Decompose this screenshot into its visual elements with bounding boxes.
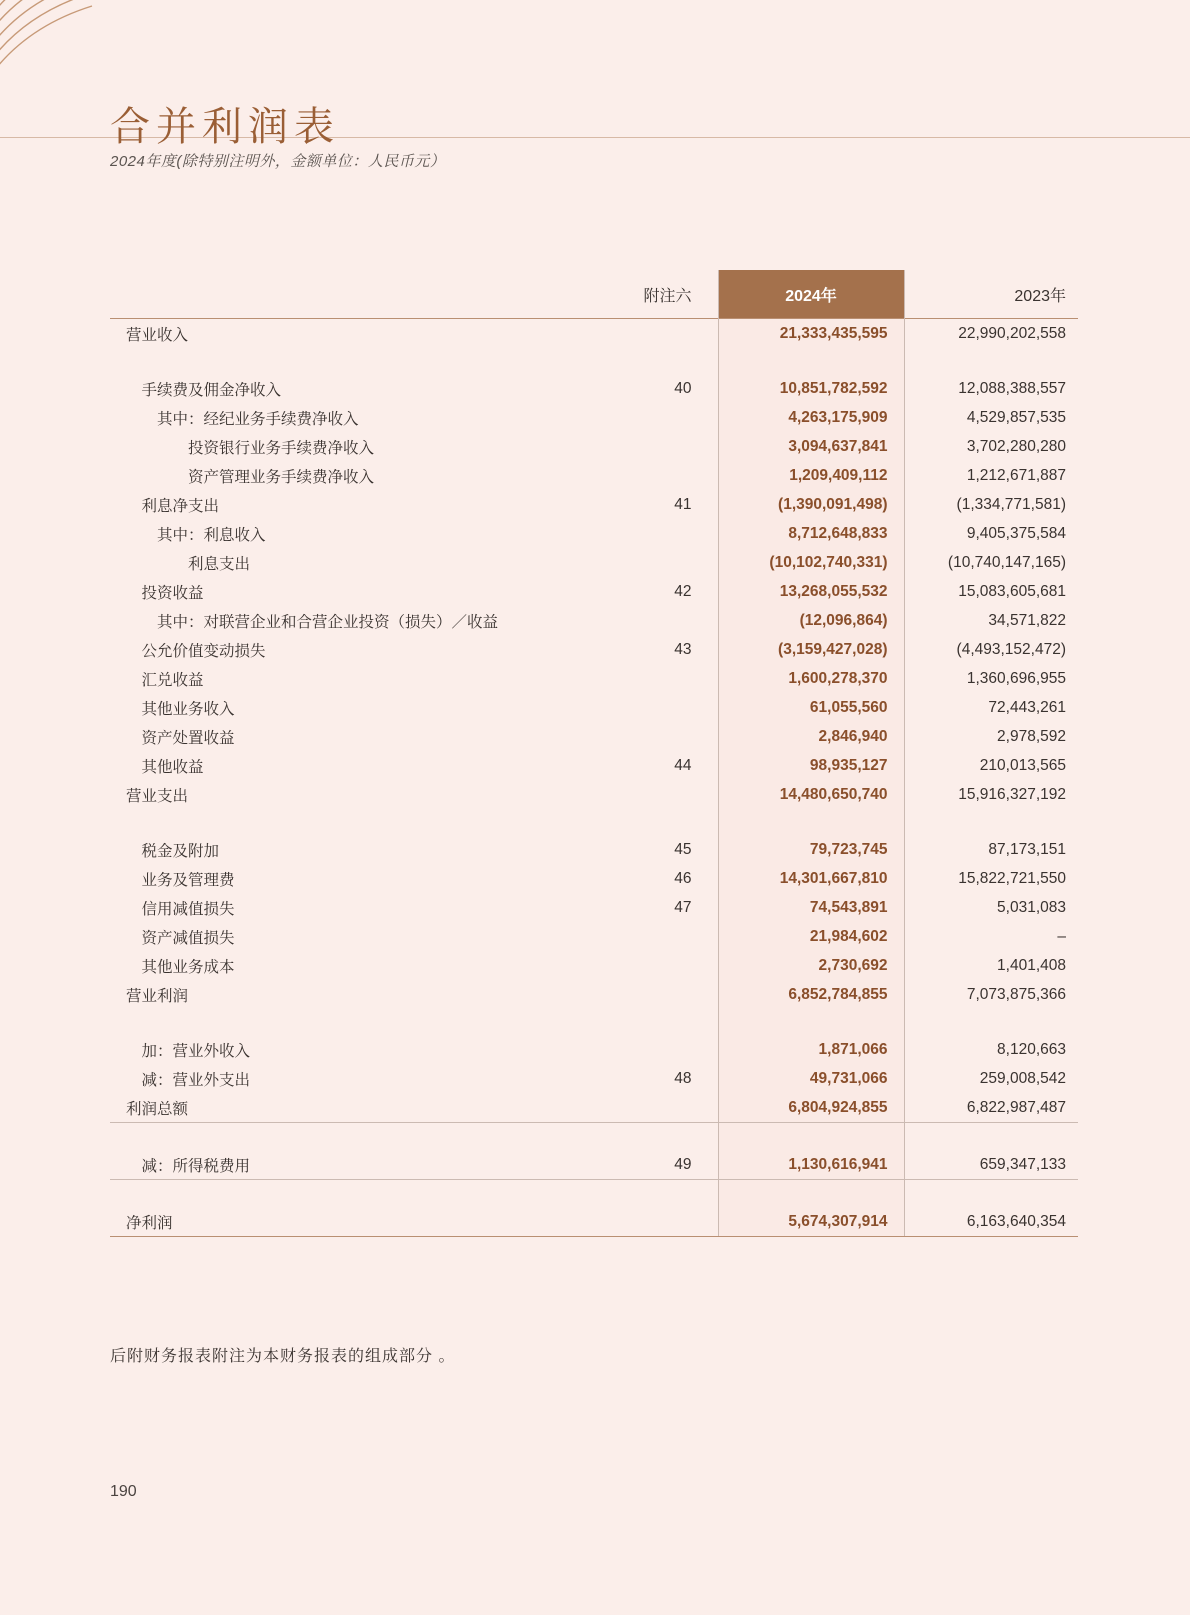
spacer-cell bbox=[630, 348, 718, 374]
row-label: 手续费及佣金净收入 bbox=[126, 381, 282, 399]
row-value-prior: (1,334,771,581) bbox=[956, 495, 1066, 513]
row-value-current: (10,102,740,331) bbox=[718, 548, 904, 577]
table-row bbox=[110, 893, 1078, 922]
row-label: 公允价值变动损失 bbox=[126, 642, 266, 660]
spacer-cell bbox=[718, 1009, 904, 1035]
row-value-prior: 6,163,640,354 bbox=[904, 1207, 1078, 1237]
row-label: 利息支出 bbox=[126, 555, 251, 573]
row-label: 其他收益 bbox=[126, 758, 204, 776]
row-label: 投资银行业务手续费净收入 bbox=[126, 439, 375, 457]
spacer-cell bbox=[110, 1009, 630, 1035]
row-value-prior: (10,740,147,165) bbox=[947, 553, 1066, 571]
row-label: 利息净支出 bbox=[126, 497, 220, 515]
row-note bbox=[630, 664, 718, 693]
row-value-current: 1,130,616,941 bbox=[718, 1150, 904, 1180]
row-note: 45 bbox=[674, 840, 692, 858]
row-value-prior: 34,571,822 bbox=[988, 611, 1066, 629]
row-note: 46 bbox=[674, 869, 692, 887]
row-label: 减：营业外支出 bbox=[126, 1071, 251, 1089]
table-spacer-row bbox=[110, 1124, 1078, 1150]
row-value-prior: 7,073,875,366 bbox=[966, 985, 1066, 1003]
row-label: 其他业务成本 bbox=[126, 958, 235, 976]
table-row bbox=[110, 1207, 1078, 1237]
spacer-cell bbox=[904, 1009, 1078, 1035]
row-note bbox=[630, 319, 718, 349]
row-value-current: 21,333,435,595 bbox=[718, 319, 904, 349]
table-row bbox=[110, 722, 1078, 751]
table-row bbox=[110, 951, 1078, 980]
row-value-prior: – bbox=[1057, 927, 1066, 945]
row-label: 信用减值损失 bbox=[126, 900, 235, 918]
row-value-current: 10,851,782,592 bbox=[718, 374, 904, 403]
row-note bbox=[630, 519, 718, 548]
row-note: 44 bbox=[674, 756, 692, 774]
table-row bbox=[110, 403, 1078, 432]
row-label: 投资收益 bbox=[126, 584, 204, 602]
row-value-prior: 15,916,327,192 bbox=[958, 785, 1066, 803]
table-row bbox=[110, 980, 1078, 1009]
header-year-current-cell: 2024年 bbox=[718, 270, 904, 319]
row-label: 其中：利息收入 bbox=[126, 526, 266, 544]
row-note bbox=[630, 461, 718, 490]
spacer-cell bbox=[110, 1124, 630, 1150]
row-value-current: 14,301,667,810 bbox=[718, 864, 904, 893]
table-spacer-row bbox=[110, 809, 1078, 835]
row-value-current: (12,096,864) bbox=[718, 606, 904, 635]
row-note: 47 bbox=[674, 898, 692, 916]
row-label: 税金及附加 bbox=[126, 842, 220, 860]
row-note: 43 bbox=[674, 640, 692, 658]
spacer-cell bbox=[630, 1181, 718, 1207]
row-label: 加：营业外收入 bbox=[126, 1042, 251, 1060]
spacer-cell bbox=[904, 809, 1078, 835]
row-note: 42 bbox=[674, 582, 692, 600]
row-value-current: 1,600,278,370 bbox=[718, 664, 904, 693]
row-label: 其中：经纪业务手续费净收入 bbox=[126, 410, 359, 428]
row-note bbox=[630, 403, 718, 432]
row-value-prior: 12,088,388,557 bbox=[958, 379, 1066, 397]
row-note bbox=[630, 606, 718, 635]
row-note bbox=[630, 693, 718, 722]
table-row bbox=[110, 519, 1078, 548]
spacer-cell bbox=[110, 809, 630, 835]
row-value-current: (3,159,427,028) bbox=[718, 635, 904, 664]
table-row bbox=[110, 1035, 1078, 1064]
row-value-prior: 3,702,280,280 bbox=[966, 437, 1066, 455]
row-value-current: 21,984,602 bbox=[718, 922, 904, 951]
row-note bbox=[630, 922, 718, 951]
row-value-prior: 1,401,408 bbox=[997, 956, 1066, 974]
row-note: 40 bbox=[674, 379, 692, 397]
row-value-prior: 259,008,542 bbox=[979, 1069, 1066, 1087]
row-note bbox=[630, 1093, 718, 1123]
spacer-cell bbox=[630, 1009, 718, 1035]
table-spacer-row bbox=[110, 348, 1078, 374]
spacer-cell bbox=[904, 1181, 1078, 1207]
row-value-prior: 2,978,592 bbox=[997, 727, 1066, 745]
table-row bbox=[110, 1093, 1078, 1123]
row-value-prior: 1,360,696,955 bbox=[966, 669, 1066, 687]
table-row bbox=[110, 606, 1078, 635]
row-value-current: (1,390,091,498) bbox=[718, 490, 904, 519]
spacer-cell bbox=[718, 809, 904, 835]
row-value-prior: 1,212,671,887 bbox=[966, 466, 1066, 484]
row-label: 其他业务收入 bbox=[126, 700, 235, 718]
spacer-cell bbox=[718, 1181, 904, 1207]
table-row bbox=[110, 864, 1078, 893]
row-label: 业务及管理费 bbox=[126, 871, 235, 889]
row-value-prior: 22,990,202,558 bbox=[904, 319, 1078, 349]
row-value-current: 6,804,924,855 bbox=[718, 1093, 904, 1123]
page-subtitle: 2024年度(除特别注明外，金额单位：人民币元） bbox=[110, 153, 446, 170]
row-note: 41 bbox=[674, 495, 692, 513]
table-row bbox=[110, 577, 1078, 606]
row-value-prior: 72,443,261 bbox=[988, 698, 1066, 716]
table-spacer-row bbox=[110, 1009, 1078, 1035]
page-number: 190 bbox=[110, 1483, 137, 1500]
row-value-current: 14,480,650,740 bbox=[718, 780, 904, 809]
table-row bbox=[110, 548, 1078, 577]
row-value-current: 74,543,891 bbox=[718, 893, 904, 922]
spacer-cell bbox=[110, 1181, 630, 1207]
spacer-cell bbox=[630, 809, 718, 835]
row-label: 资产处置收益 bbox=[126, 729, 235, 747]
table-row bbox=[110, 432, 1078, 461]
row-value-prior: 5,031,083 bbox=[997, 898, 1066, 916]
header-note-cell: 附注六 bbox=[643, 287, 692, 305]
row-value-current: 61,055,560 bbox=[718, 693, 904, 722]
row-value-current: 2,730,692 bbox=[718, 951, 904, 980]
row-label: 营业支出 bbox=[126, 787, 189, 805]
row-value-current: 3,094,637,841 bbox=[718, 432, 904, 461]
row-value-current: 49,731,066 bbox=[718, 1064, 904, 1093]
row-note bbox=[630, 432, 718, 461]
table-row bbox=[110, 1150, 1078, 1180]
row-label: 利润总额 bbox=[126, 1100, 189, 1118]
row-label: 资产管理业务手续费净收入 bbox=[126, 468, 375, 486]
row-label: 营业收入 bbox=[110, 319, 630, 349]
row-value-current: 5,674,307,914 bbox=[718, 1207, 904, 1237]
table-header-row bbox=[110, 270, 1078, 319]
table-spacer-row bbox=[110, 1181, 1078, 1207]
row-value-prior: 6,822,987,487 bbox=[966, 1098, 1066, 1116]
row-value-current: 98,935,127 bbox=[718, 751, 904, 780]
row-value-prior: 9,405,375,584 bbox=[966, 524, 1066, 542]
table-row bbox=[110, 374, 1078, 403]
row-label: 其中：对联营企业和合营企业投资（损失）／收益 bbox=[126, 613, 499, 631]
table-row bbox=[110, 635, 1078, 664]
header-label-cell bbox=[110, 270, 630, 319]
spacer-cell bbox=[718, 1124, 904, 1150]
table-row bbox=[110, 835, 1078, 864]
row-note bbox=[630, 722, 718, 751]
table-row bbox=[110, 490, 1078, 519]
row-value-current: 2,846,940 bbox=[718, 722, 904, 751]
row-label: 净利润 bbox=[110, 1207, 630, 1237]
spacer-cell bbox=[718, 348, 904, 374]
table-row bbox=[110, 1064, 1078, 1093]
spacer-cell bbox=[904, 348, 1078, 374]
row-value-current: 1,209,409,112 bbox=[718, 461, 904, 490]
row-value-current: 4,263,175,909 bbox=[718, 403, 904, 432]
row-note bbox=[630, 1207, 718, 1237]
row-value-current: 6,852,784,855 bbox=[718, 980, 904, 1009]
spacer-cell bbox=[630, 1124, 718, 1150]
row-value-prior: 8,120,663 bbox=[997, 1040, 1066, 1058]
row-value-current: 8,712,648,833 bbox=[718, 519, 904, 548]
row-note bbox=[630, 548, 718, 577]
row-note bbox=[630, 951, 718, 980]
row-label: 汇兑收益 bbox=[126, 671, 204, 689]
row-note: 49 bbox=[674, 1155, 692, 1173]
table-row bbox=[110, 664, 1078, 693]
page-title: 合并利润表 bbox=[110, 103, 340, 150]
table-row bbox=[110, 751, 1078, 780]
row-value-prior: 659,347,133 bbox=[979, 1155, 1066, 1173]
row-value-prior: (4,493,152,472) bbox=[956, 640, 1066, 658]
footnote: 后附财务报表附注为本财务报表的组成部分 。 bbox=[110, 1348, 456, 1365]
row-value-prior: 15,083,605,681 bbox=[958, 582, 1066, 600]
row-note: 48 bbox=[674, 1069, 692, 1087]
row-note bbox=[630, 780, 718, 809]
table-row bbox=[110, 319, 1078, 349]
row-label: 减：所得税费用 bbox=[126, 1157, 251, 1175]
row-value-prior: 87,173,151 bbox=[988, 840, 1066, 858]
spacer-cell bbox=[110, 348, 630, 374]
income-statement-table bbox=[110, 270, 1078, 1237]
table-row bbox=[110, 922, 1078, 951]
row-label: 资产减值损失 bbox=[126, 929, 235, 947]
row-value-prior: 4,529,857,535 bbox=[966, 408, 1066, 426]
row-value-prior: 15,822,721,550 bbox=[958, 869, 1066, 887]
table-row bbox=[110, 461, 1078, 490]
spacer-cell bbox=[904, 1124, 1078, 1150]
table-row bbox=[110, 780, 1078, 809]
table-row bbox=[110, 693, 1078, 722]
row-value-current: 13,268,055,532 bbox=[718, 577, 904, 606]
row-value-prior: 210,013,565 bbox=[979, 756, 1066, 774]
row-value-current: 1,871,066 bbox=[718, 1035, 904, 1064]
row-value-current: 79,723,745 bbox=[718, 835, 904, 864]
header-year-prior-cell: 2023年 bbox=[1014, 287, 1066, 305]
row-note bbox=[630, 980, 718, 1009]
row-note bbox=[630, 1035, 718, 1064]
row-label: 营业利润 bbox=[126, 987, 189, 1005]
